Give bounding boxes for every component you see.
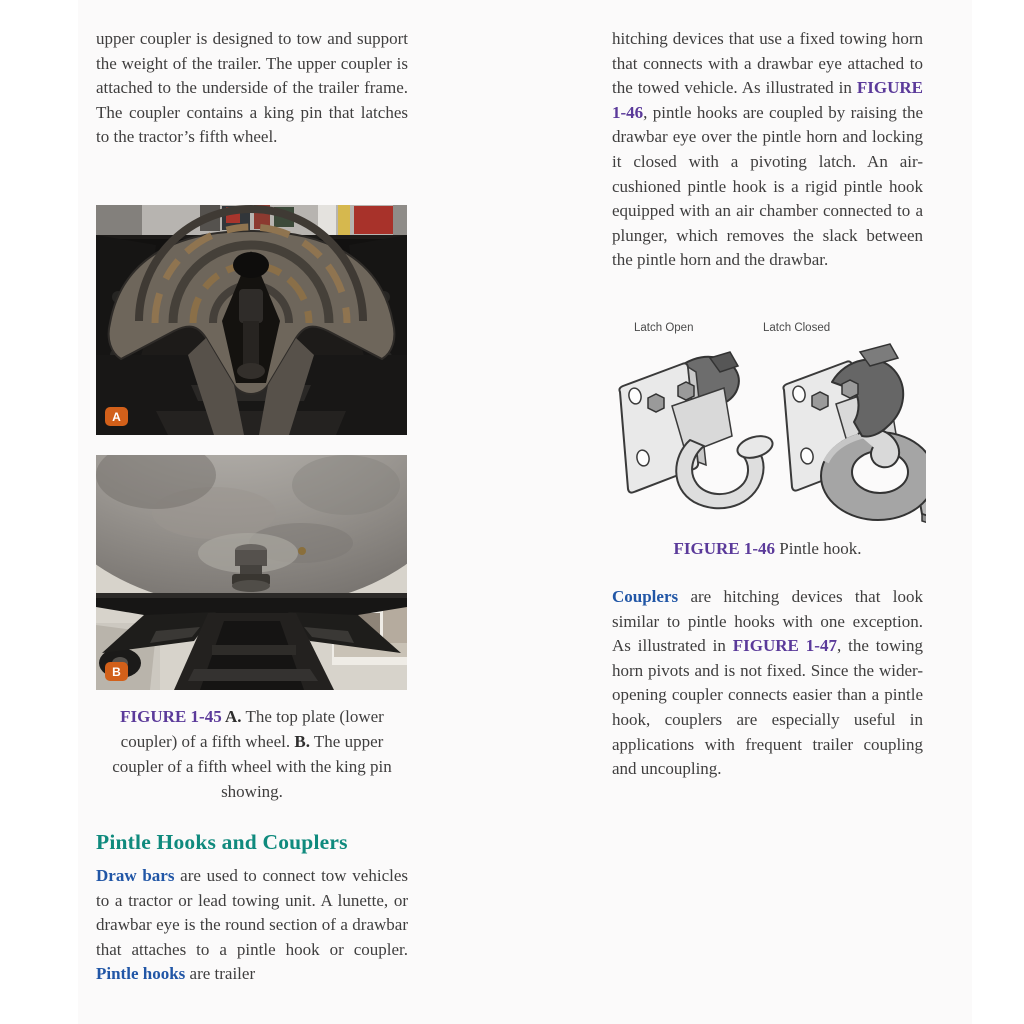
text-segment-term: Couplers bbox=[612, 587, 679, 606]
right-paragraph-couplers bbox=[612, 585, 923, 782]
fifth-wheel-photo-graphic bbox=[96, 205, 407, 435]
figure-1-45-caption bbox=[96, 704, 408, 804]
text-segment-figref: FIGURE 1-46 bbox=[673, 539, 776, 558]
latch-closed-label: Latch Closed bbox=[763, 322, 831, 334]
latch-open-label: Latch Open bbox=[634, 322, 694, 334]
photo-b-badge: B bbox=[105, 662, 128, 681]
text-segment-figref: FIGURE 1-45 bbox=[120, 707, 226, 726]
text-segment-bold: B. bbox=[294, 732, 310, 751]
text-segment-normal: are used to connect tow vehicles to a tractor or lead towing unit. A lunette, or drawbar eye is the round section of a drawbar that attaches to a pintle hook or coupler. bbox=[96, 866, 408, 959]
text-segment-term: Pintle hooks bbox=[96, 964, 186, 984]
left-paragraph-upper-coupler bbox=[96, 27, 408, 150]
photo-a-badge: A bbox=[105, 407, 128, 426]
text-segment-normal: , pintle hooks are coupled by raising the drawbar eye over the pintle horn and locking it closed with a pivoting latch. An air-cushioned pintle hook is a rigid pintle hook equipped with an air chamber connected to a plunger, which removes the slack between the pintle horn and the drawbar. bbox=[612, 102, 923, 270]
upper-coupler-photo-graphic bbox=[96, 455, 407, 690]
text-segment-normal: upper coupler is designed to tow and support the weight of the trailer. The upper coupler is attached to the underside of the trailer frame. The coupler contains a king pin that latches to the tractor’s fifth wheel. bbox=[96, 29, 408, 147]
text-segment-normal: The top plate (lower coupler) of a fifth wheel. bbox=[120, 707, 384, 751]
text-segment-bold: A. bbox=[225, 707, 242, 726]
figure-1-46-caption bbox=[612, 536, 923, 561]
section-heading-pintle-hooks: Pintle Hooks and Couplers bbox=[96, 830, 348, 854]
figure-1-46-pintle-hook-illustration bbox=[608, 338, 926, 528]
text-segment-term: Draw bars bbox=[96, 866, 175, 885]
text-segment-normal: , the towing horn pivots and is not fixed. Since the wider-opening coupler connects easier than a pintle hook, couplers are especially useful in applications with frequent trailer coupling and uncoupling. bbox=[612, 636, 923, 779]
text-segment-normal: are hitching devices that look similar to pintle hooks with one exception. As illustrated in bbox=[612, 587, 923, 656]
left-paragraph-draw-bars bbox=[96, 864, 408, 987]
text-segment-figref: FIGURE 1-46 bbox=[612, 78, 923, 122]
figure-1-45-photo-a-fifth-wheel-top-plate bbox=[96, 205, 407, 435]
text-segment-normal: are trailer bbox=[185, 964, 256, 984]
right-paragraph-pintle-hooks bbox=[612, 27, 923, 273]
figure-1-45-photo-b-upper-coupler bbox=[96, 455, 407, 690]
text-segment-normal: Pintle hook. bbox=[775, 539, 862, 558]
pintle-hook-diagram-graphic bbox=[608, 338, 926, 528]
text-segment-normal: hitching devices that use a fixed towing horn that connects with a drawbar eye attached to the towed vehicle. As illustrated in bbox=[612, 29, 923, 98]
text-segment-figref: FIGURE 1-47 bbox=[732, 636, 837, 656]
text-segment-normal: The upper coupler of a fifth wheel with the king pin showing. bbox=[112, 732, 392, 801]
